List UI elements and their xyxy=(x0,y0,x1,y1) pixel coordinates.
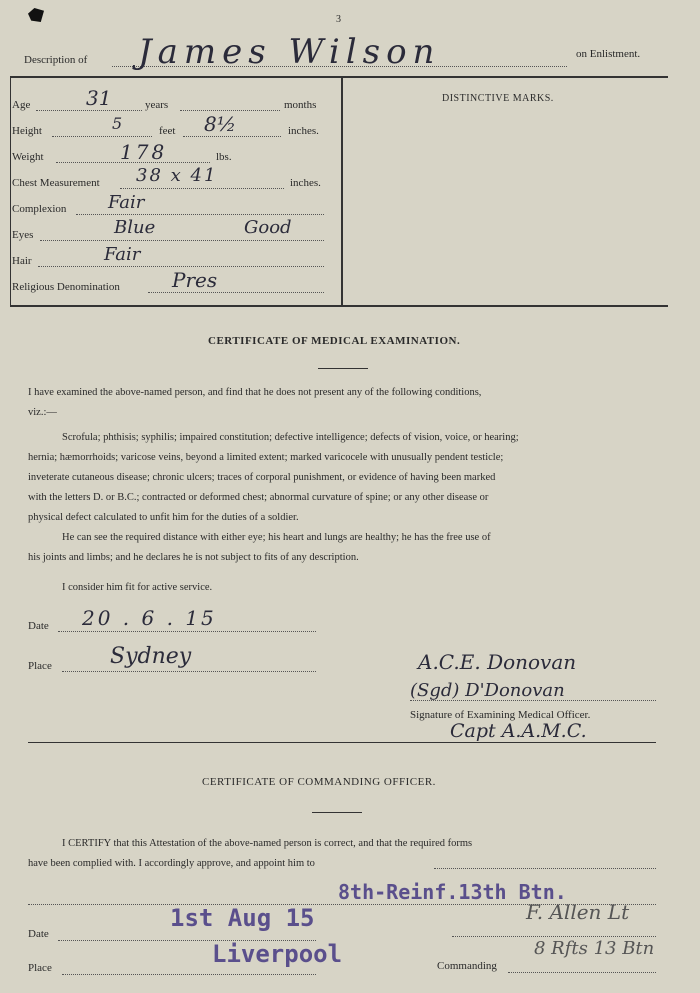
height-dots-2 xyxy=(183,136,281,137)
description-name: James Wilson xyxy=(138,32,441,72)
medical-signature-1: A.C.E. Donovan xyxy=(418,650,577,674)
height-inches: 8½ xyxy=(204,112,237,136)
commanding-date-stamp: 1st Aug 15 xyxy=(170,904,315,932)
medical-para3-line1: He can see the required distance with either eye; his heart and lungs are healthy; he has the free use of xyxy=(62,532,491,543)
box-divider xyxy=(341,76,343,306)
medical-para2-line5: physical defect calculated to unfit him for the duties of a soldier. xyxy=(28,512,299,523)
page-number: 3 xyxy=(336,14,341,25)
commanding-signature: F. Allen Lt xyxy=(526,900,630,924)
medical-para4: I consider him fit for active service. xyxy=(62,582,213,593)
medical-place-label: Place xyxy=(28,660,52,672)
medical-para2-line4: with the letters D. or B.C.; contracted or deformed chest; abnormal curvature of spine; or any other disease or xyxy=(28,492,489,503)
complexion-value: Fair xyxy=(108,192,145,213)
medical-place-value: Sydney xyxy=(110,644,192,669)
medical-signature-dots xyxy=(410,700,656,701)
medical-para2-line1: Scrofula; phthisis; syphilis; impaired constitution; defective intelligence; defects of vision, voice, or hearing; xyxy=(62,432,519,443)
commanding-signature-dots xyxy=(452,936,656,937)
medical-title: CERTIFICATE OF MEDICAL EXAMINATION. xyxy=(208,335,461,347)
eyes-value: Blue xyxy=(114,217,156,238)
medical-title-rule xyxy=(318,368,368,369)
hair-value: Fair xyxy=(104,244,141,265)
eyes-value-2: Good xyxy=(244,217,292,238)
top-rule xyxy=(10,76,668,78)
commanding-appoint-dots xyxy=(434,868,656,869)
medical-para3-line2: his joints and limbs; and he declares he is not subject to fits of any description. xyxy=(28,552,359,563)
box-bottom-rule xyxy=(10,305,668,307)
age-unit: years xyxy=(145,99,169,111)
complexion-dots xyxy=(76,214,324,215)
medical-para2 xyxy=(28,428,658,528)
chest-label: Chest Measurement xyxy=(12,177,100,189)
age-unit2: months xyxy=(284,99,317,111)
hair-dots xyxy=(38,266,324,267)
height-inches-unit: inches. xyxy=(288,125,319,137)
commanding-para-line2-text: have been complied with. I accordingly approve, and appoint him to xyxy=(28,858,315,869)
age-value: 31 xyxy=(86,86,112,110)
complexion-label: Complexion xyxy=(12,203,67,215)
box-left-rule xyxy=(10,76,11,306)
commanding-label: Commanding xyxy=(437,960,497,972)
height-feet-unit: feet xyxy=(159,125,176,137)
medical-date-value: 20 . 6 . 15 xyxy=(82,606,217,630)
weight-label: Weight xyxy=(12,151,44,163)
commanding-title: CERTIFICATE OF COMMANDING OFFICER. xyxy=(202,776,436,788)
commanding-unit-stamp: 8th-Reinf.13th Btn. xyxy=(338,880,567,904)
religion-label: Religious Denomination xyxy=(12,281,120,293)
religion-value: Pres xyxy=(172,268,218,292)
height-dots xyxy=(52,136,152,137)
eyes-label: Eyes xyxy=(12,229,34,241)
torn-corner-mark xyxy=(28,8,44,22)
height-feet: 5 xyxy=(112,114,123,133)
chest-dots xyxy=(120,188,284,189)
commanding-place-label: Place xyxy=(28,962,52,974)
medical-signature-2: (Sgd) D'Donovan xyxy=(410,680,565,701)
middle-rule xyxy=(28,742,656,743)
medical-signature-caption: Signature of Examining Medical Officer. xyxy=(410,709,591,721)
height-label: Height xyxy=(12,125,42,137)
description-label: Description of xyxy=(24,54,88,66)
commanding-dots xyxy=(508,972,656,973)
eyes-dots xyxy=(40,240,324,241)
age-dots-2 xyxy=(180,110,280,111)
commanding-place-stamp: Liverpool xyxy=(212,940,343,968)
medical-para1-line1: I have examined the above-named person, and find that he does not present any of the following conditions, xyxy=(28,387,482,398)
commanding-para-line1: I CERTIFY that this Attestation of the above-named person is correct, and that the required forms xyxy=(62,838,473,849)
weight-unit: lbs. xyxy=(216,151,232,163)
chest-unit: inches. xyxy=(290,177,321,189)
commanding-para-line2 xyxy=(28,854,658,874)
commanding-signature-unit: 8 Rfts 13 Btn xyxy=(534,938,655,959)
hair-label: Hair xyxy=(12,255,32,267)
medical-signature-3: Capt A.A.M.C. xyxy=(450,720,587,742)
medical-para3 xyxy=(28,528,658,568)
chest-value: 38 x 41 xyxy=(136,165,218,186)
medical-date-label: Date xyxy=(28,620,49,632)
medical-place-dots xyxy=(62,671,316,672)
age-label: Age xyxy=(12,99,31,111)
commanding-title-rule xyxy=(312,812,362,813)
weight-value: 178 xyxy=(120,140,168,164)
description-suffix: on Enlistment. xyxy=(576,48,641,60)
medical-para2-line3: inveterate cutaneous disease; chronic ulcers; traces of corporal punishment, or evidence of having been marked xyxy=(28,472,496,483)
medical-para1-line2: viz.:— xyxy=(28,407,57,418)
medical-para1 xyxy=(28,383,656,423)
commanding-place-dots xyxy=(62,974,316,975)
medical-para2-line2: hernia; hæmorrhoids; varicose veins, beyond a limited extent; marked varicocele with unusually pendent testicle; xyxy=(28,452,504,463)
commanding-date-label: Date xyxy=(28,928,49,940)
distinctive-marks-title: DISTINCTIVE MARKS. xyxy=(442,93,554,104)
religion-dots xyxy=(148,292,324,293)
medical-date-dots xyxy=(58,631,316,632)
age-dots xyxy=(36,110,142,111)
